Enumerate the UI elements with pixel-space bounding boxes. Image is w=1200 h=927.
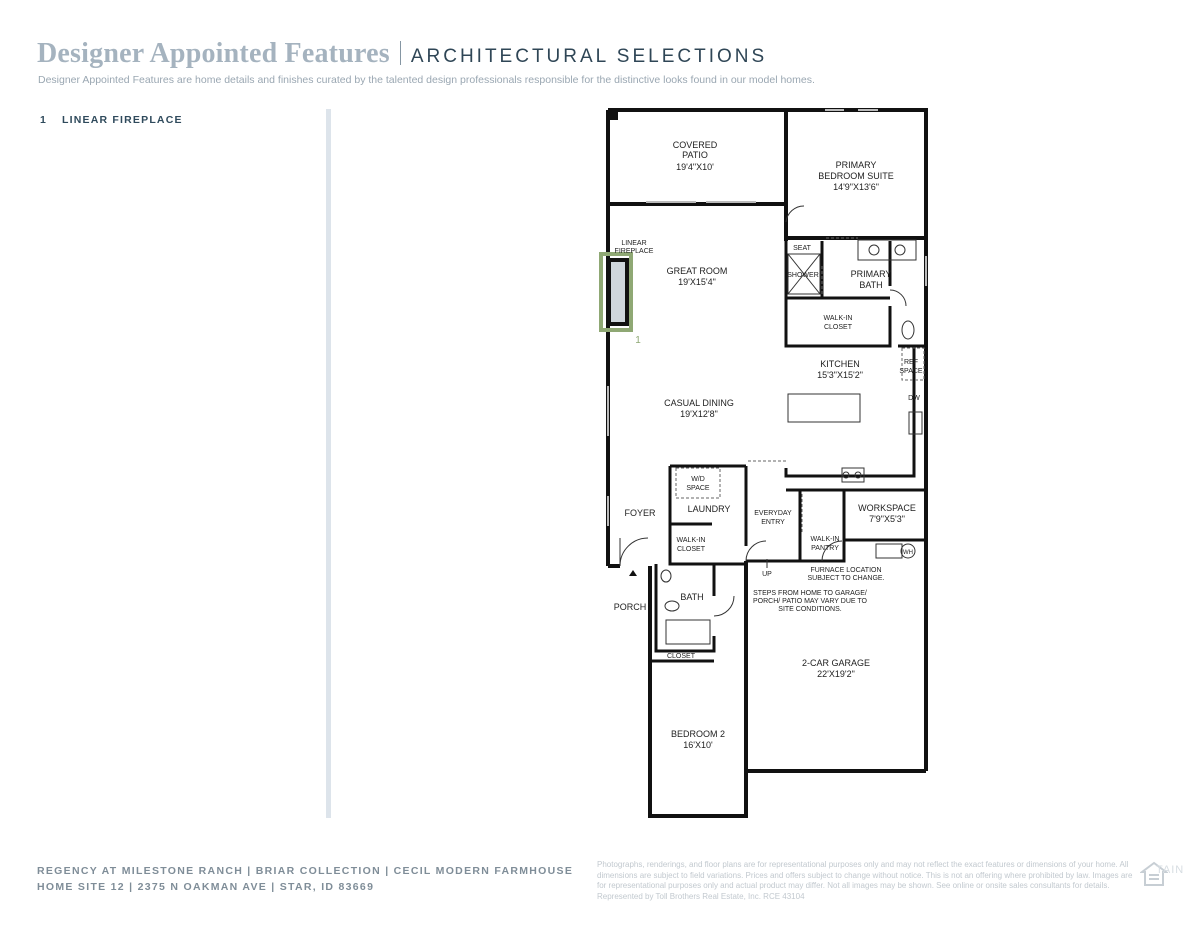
casual-dining-dims: 19'X12'8"	[680, 409, 718, 419]
furnace-note-line1: FURNACE LOCATION	[810, 567, 882, 574]
linear-fireplace-name: LINEAR	[621, 240, 647, 247]
closet-label: CLOSET	[666, 653, 696, 660]
steps-note-line1: STEPS FROM HOME TO GARAGE/	[753, 590, 867, 597]
wh-label: WH	[903, 550, 913, 556]
wd-space-name: W/D	[691, 476, 705, 483]
linear-fireplace-name2: FIREPLACE	[614, 248, 654, 255]
page-title: Designer Appointed Features	[37, 38, 390, 69]
covered-patio-name: COVERED	[672, 140, 718, 150]
primary-bath-name: PRIMARY	[850, 269, 892, 279]
laundry-label: LAUNDRY	[687, 504, 731, 514]
everyday-entry-name: EVERYDAY	[754, 510, 792, 517]
primary-bedroom-dims: 14'9"X13'6"	[833, 182, 879, 192]
title-separator	[400, 41, 401, 65]
porch-label: PORCH	[613, 602, 647, 612]
great-room-name: GREAT ROOM	[666, 266, 728, 276]
kitchen-dims: 15'3"X15'2"	[817, 370, 863, 380]
everyday-entry-name2: ENTRY	[761, 519, 785, 526]
bedroom2-name: BEDROOM 2	[670, 729, 726, 739]
feature-label: LINEAR FIREPLACE	[62, 114, 183, 126]
floor-plan-drawing	[596, 106, 936, 821]
casual-dining-name: CASUAL DINING	[664, 398, 734, 408]
garage-name: 2-CAR GARAGE	[801, 658, 871, 668]
walkin-pantry-name2: PANTRY	[811, 545, 839, 552]
entry-arrow-icon	[629, 570, 637, 576]
footer-homesite-line: HOME SITE 12 | 2375 N OAKMAN AVE | STAR, ID 83669	[37, 881, 375, 893]
dw-label: DW	[908, 395, 920, 402]
linear-fireplace-unit	[609, 260, 627, 324]
feature-item-linear-fireplace	[40, 114, 183, 126]
ref-space-name: REF	[904, 359, 918, 366]
page-subtitle: ARCHITECTURAL SELECTIONS	[410, 46, 768, 67]
bedroom2-dims: 16'X10'	[683, 740, 713, 750]
wd-space-name2: SPACE	[686, 485, 710, 492]
walkin-closet-primary-name: WALK-IN	[823, 315, 853, 322]
floor-plan	[596, 106, 936, 821]
footer-disclaimer: Photographs, renderings, and floor plans are for representational purposes only and may not reflect the exact features or dimensions of your home. All dimensions are subject to field variations. Prices and offers subject to change without notice. This is not an offering where prohibited by law. Images are for representational purposes only and actual product may differ. Not all images may be shown. See online or onsite sales consultants for details. Represented by Toll Brothers Real Estate, Inc. RCE 43104	[597, 860, 1133, 901]
covered-patio-dims: 19'4"X10'	[676, 162, 714, 172]
primary-bath-name2: BATH	[859, 280, 883, 290]
footer-community-line: REGENCY AT MILESTONE RANCH | BRIAR COLLECTION | CECIL MODERN FARMHOUSE	[37, 865, 574, 877]
covered-patio-name2: PATIO	[682, 150, 708, 160]
walkin-closet-laundry-name: WALK-IN	[676, 537, 706, 544]
room-labels	[614, 140, 923, 750]
page-description: Designer Appointed Features are home details and finishes curated by the talented design professionals responsible for the distinctive looks found in our model homes.	[38, 74, 815, 86]
primary-bedroom-name2: BEDROOM SUITE	[818, 171, 894, 181]
bath-label: BATH	[680, 592, 704, 602]
seat-label: SEAT	[793, 245, 811, 252]
walkin-closet-laundry-name2: CLOSET	[676, 546, 706, 553]
walkin-closet-primary-name2: CLOSET	[823, 324, 853, 331]
workspace-name: WORKSPACE	[858, 503, 916, 513]
kitchen-name: KITCHEN	[820, 359, 860, 369]
primary-bedroom-name: PRIMARY	[835, 160, 877, 170]
garage-dims: 22'X19'2"	[817, 669, 855, 679]
exterior-walls	[608, 110, 926, 816]
steps-note-line3: SITE CONDITIONS.	[778, 606, 842, 613]
workspace-dims: 7'9"X5'3"	[869, 514, 905, 524]
fireplace-marker-number: 1	[635, 335, 641, 346]
shower-label: SHOWER	[787, 272, 819, 279]
walkin-pantry-name: WALK-IN	[810, 536, 840, 543]
footer-address	[37, 863, 573, 895]
great-room-dims: 19'X15'4"	[678, 277, 716, 287]
corner-post	[608, 110, 618, 120]
steps-note-line2: PORCH/ PATIO MAY VARY DUE TO	[753, 598, 867, 605]
corner-watermark-text: TAIN	[1156, 864, 1185, 876]
up-label: UP	[762, 571, 772, 578]
page-title-row	[37, 38, 767, 70]
ref-space-name2: SPACE	[899, 368, 923, 375]
foyer-label: FOYER	[624, 508, 656, 518]
vertical-divider	[326, 109, 331, 818]
feature-number: 1	[40, 114, 48, 126]
furnace-note-line2: SUBJECT TO CHANGE.	[807, 575, 885, 582]
